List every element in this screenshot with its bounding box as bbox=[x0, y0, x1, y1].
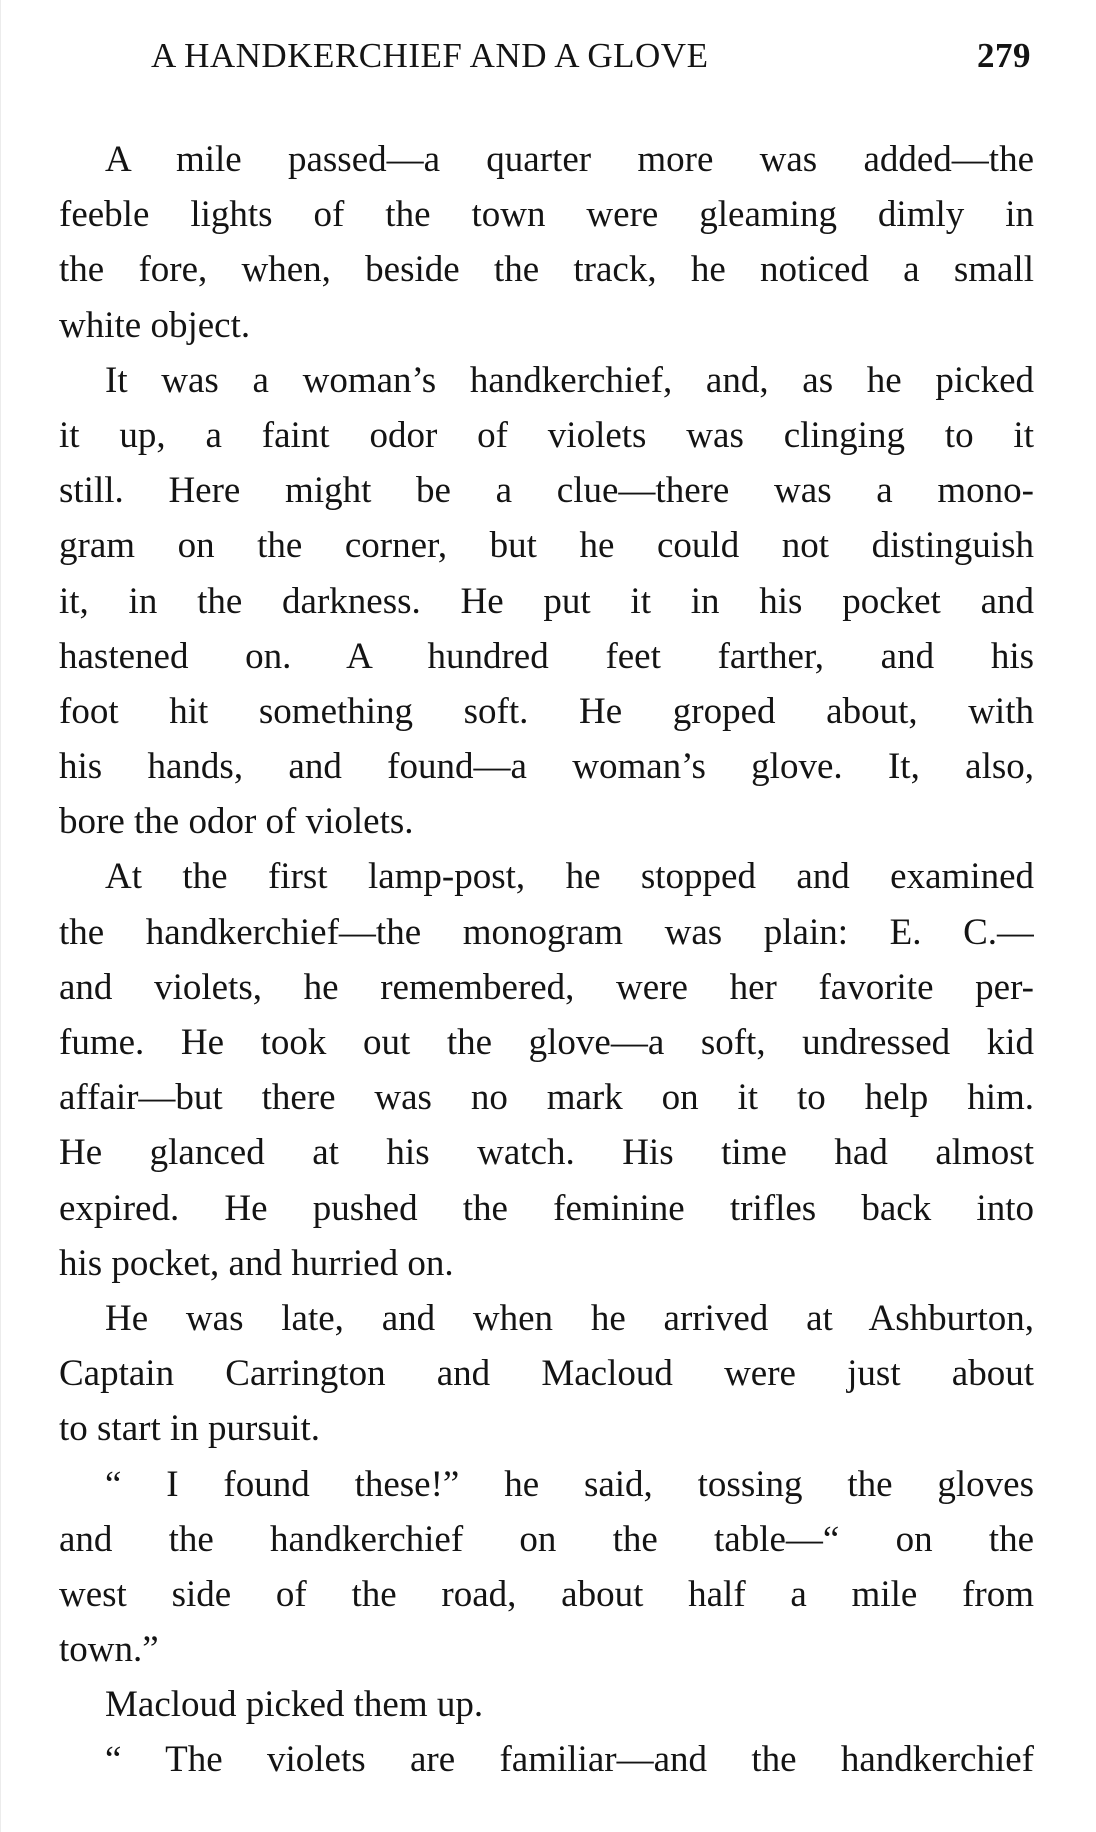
text-line: It was a woman’s handkerchief, and, as he picked bbox=[105, 359, 1034, 401]
text-line: feeble lights of the town were gleaming dimly in bbox=[59, 194, 1034, 236]
paragraph bbox=[59, 849, 1034, 1291]
text-line: west side of the road, about half a mile from bbox=[59, 1573, 1034, 1615]
text-line: the fore, when, beside the track, he noticed a small bbox=[59, 249, 1034, 291]
paragraph bbox=[59, 1677, 1034, 1732]
text-line: Macloud picked them up. bbox=[105, 1684, 484, 1726]
text-line: gram on the corner, but he could not distinguish bbox=[59, 525, 1034, 567]
paragraph bbox=[59, 1291, 1034, 1457]
paragraph bbox=[59, 1457, 1034, 1678]
text-line: it, in the darkness. He put it in his pocket and bbox=[59, 580, 1034, 622]
paragraph bbox=[59, 353, 1034, 850]
chapter-title: A HANDKERCHIEF AND A GLOVE bbox=[151, 36, 709, 75]
text-line: and the handkerchief on the table—“ on the bbox=[59, 1518, 1034, 1560]
text-line: fume. He took out the glove—a soft, undressed kid bbox=[59, 1022, 1034, 1063]
text-line: He was late, and when he arrived at Ashburton, bbox=[105, 1297, 1034, 1339]
text-line: “ The violets are familiar—and the handkerchief bbox=[105, 1739, 1034, 1781]
text-line: affair—but there was no mark on it to help him. bbox=[59, 1077, 1034, 1119]
text-line: hastened on. A hundred feet farther, and his bbox=[59, 635, 1034, 677]
text-line: At the first lamp-post, he stopped and examined bbox=[105, 856, 1034, 898]
text-line: A mile passed—a quarter more was added—the bbox=[105, 139, 1034, 180]
body-text bbox=[59, 132, 1034, 1788]
text-line: foot hit something soft. He groped about, with bbox=[59, 690, 1034, 732]
text-line: still. Here might be a clue—there was a mono- bbox=[59, 470, 1034, 512]
text-line: and violets, he remembered, were her favorite per- bbox=[59, 966, 1034, 1008]
text-line: He glanced at his watch. His time had almost bbox=[59, 1132, 1034, 1174]
text-line: Captain Carrington and Macloud were just about bbox=[59, 1353, 1034, 1395]
text-line: the handkerchief—the monogram was plain: E. C.— bbox=[59, 911, 1034, 953]
text-line: “ I found these!” he said, tossing the gloves bbox=[105, 1463, 1034, 1505]
text-line: it up, a faint odor of violets was clinging to it bbox=[59, 414, 1034, 456]
paragraph bbox=[59, 132, 1034, 353]
text-line: bore the odor of violets. bbox=[59, 801, 414, 843]
page-number: 279 bbox=[977, 36, 1031, 75]
text-line: white object. bbox=[59, 304, 251, 346]
text-line: his pocket, and hurried on. bbox=[59, 1242, 454, 1284]
text-line: town.” bbox=[59, 1629, 159, 1671]
running-head bbox=[151, 36, 1031, 86]
text-line: expired. He pushed the feminine trifles back into bbox=[59, 1187, 1034, 1229]
paragraph bbox=[59, 1732, 1034, 1787]
text-line: his hands, and found—a woman’s glove. It, also, bbox=[59, 746, 1034, 788]
text-line: to start in pursuit. bbox=[59, 1408, 321, 1450]
